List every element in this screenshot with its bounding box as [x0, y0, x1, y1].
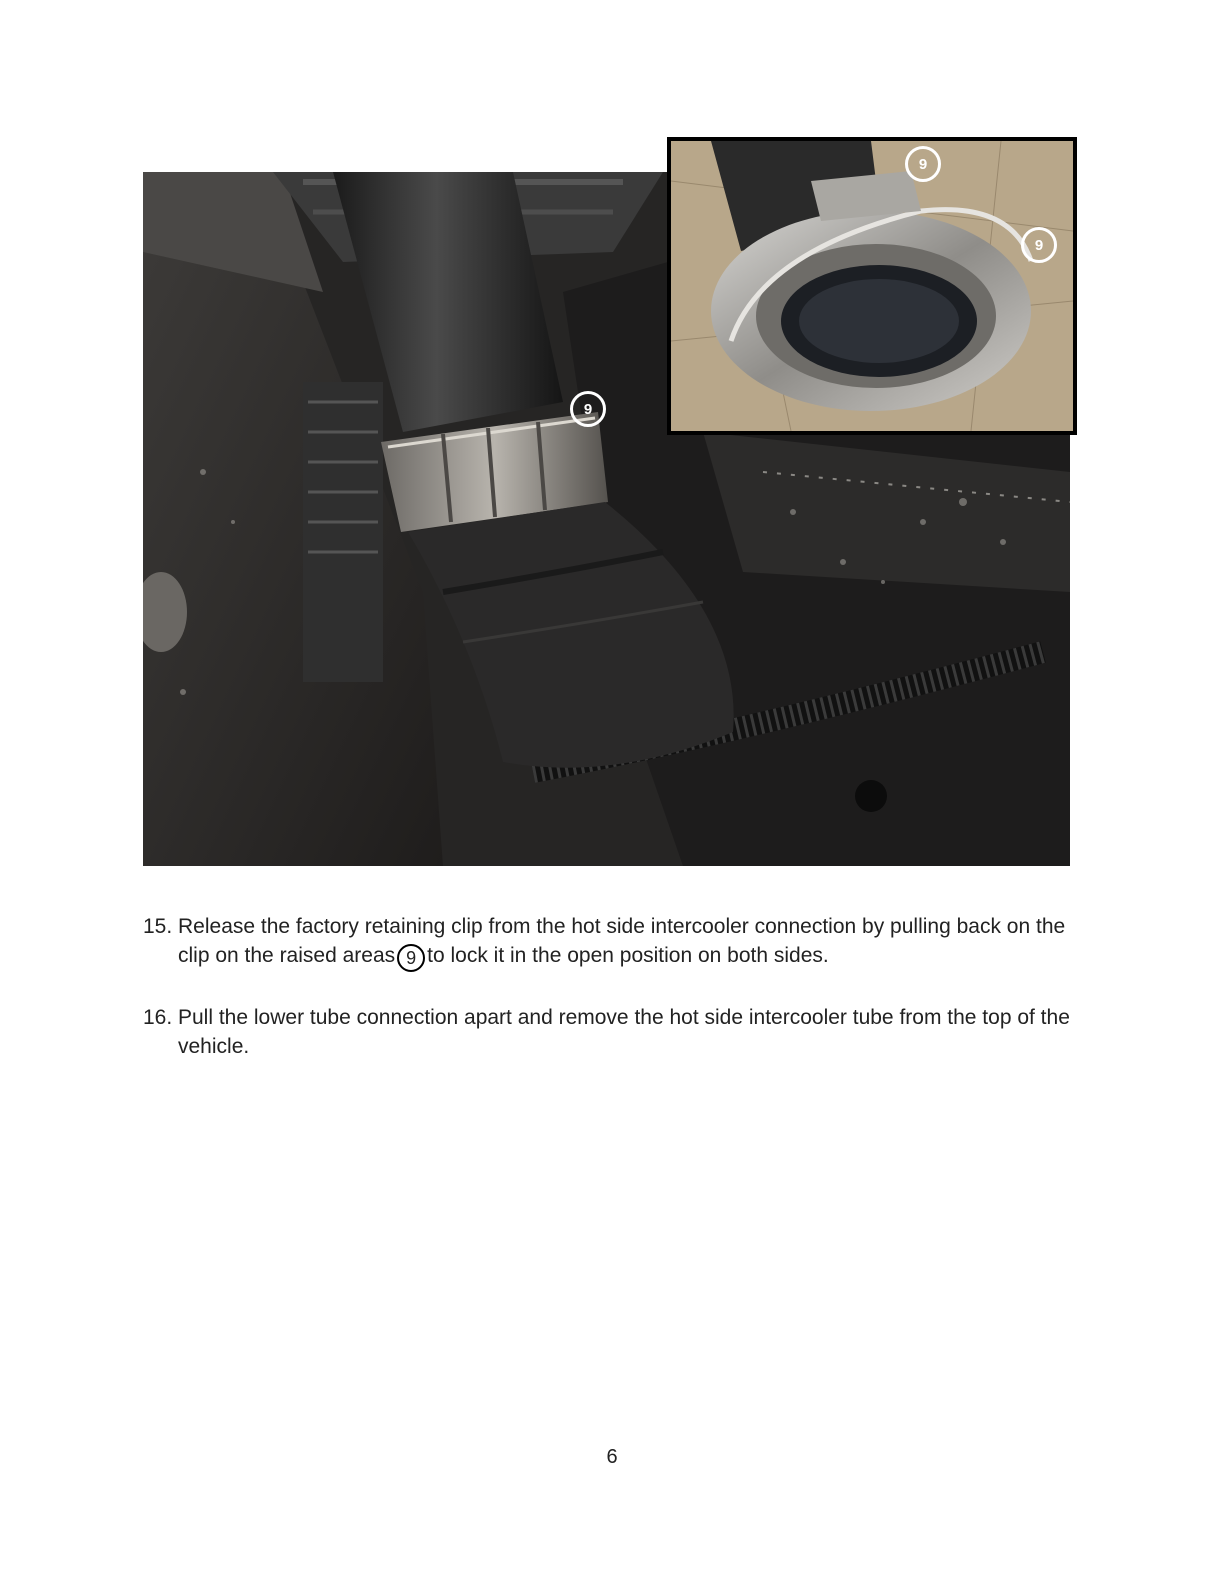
step-number: 15. [143, 915, 173, 938]
callout-9-main: 9 [570, 391, 606, 427]
callout-9-inset-right: 9 [1021, 227, 1057, 263]
clamp-closeup-illustration [671, 141, 1073, 431]
step-text-after: to lock it in the open position on both sides. [427, 944, 829, 967]
step-text: Pull the lower tube connection apart and remove the hot side intercooler tube from the top of the vehicle. [178, 1006, 1070, 1058]
step-text-before: Release the factory retaining clip from the hot side intercooler connection by pulling back on the clip on the raised areas [178, 915, 1066, 967]
inset-photo [667, 137, 1077, 435]
step-16 [143, 1003, 1083, 1061]
callout-9-inset-top: 9 [905, 146, 941, 182]
step-15 [143, 912, 1083, 972]
instruction-list [143, 912, 1083, 1092]
page-number: 6 [606, 1446, 618, 1468]
inline-callout-9: 9 [397, 944, 425, 972]
step-number: 16. [143, 1006, 173, 1029]
